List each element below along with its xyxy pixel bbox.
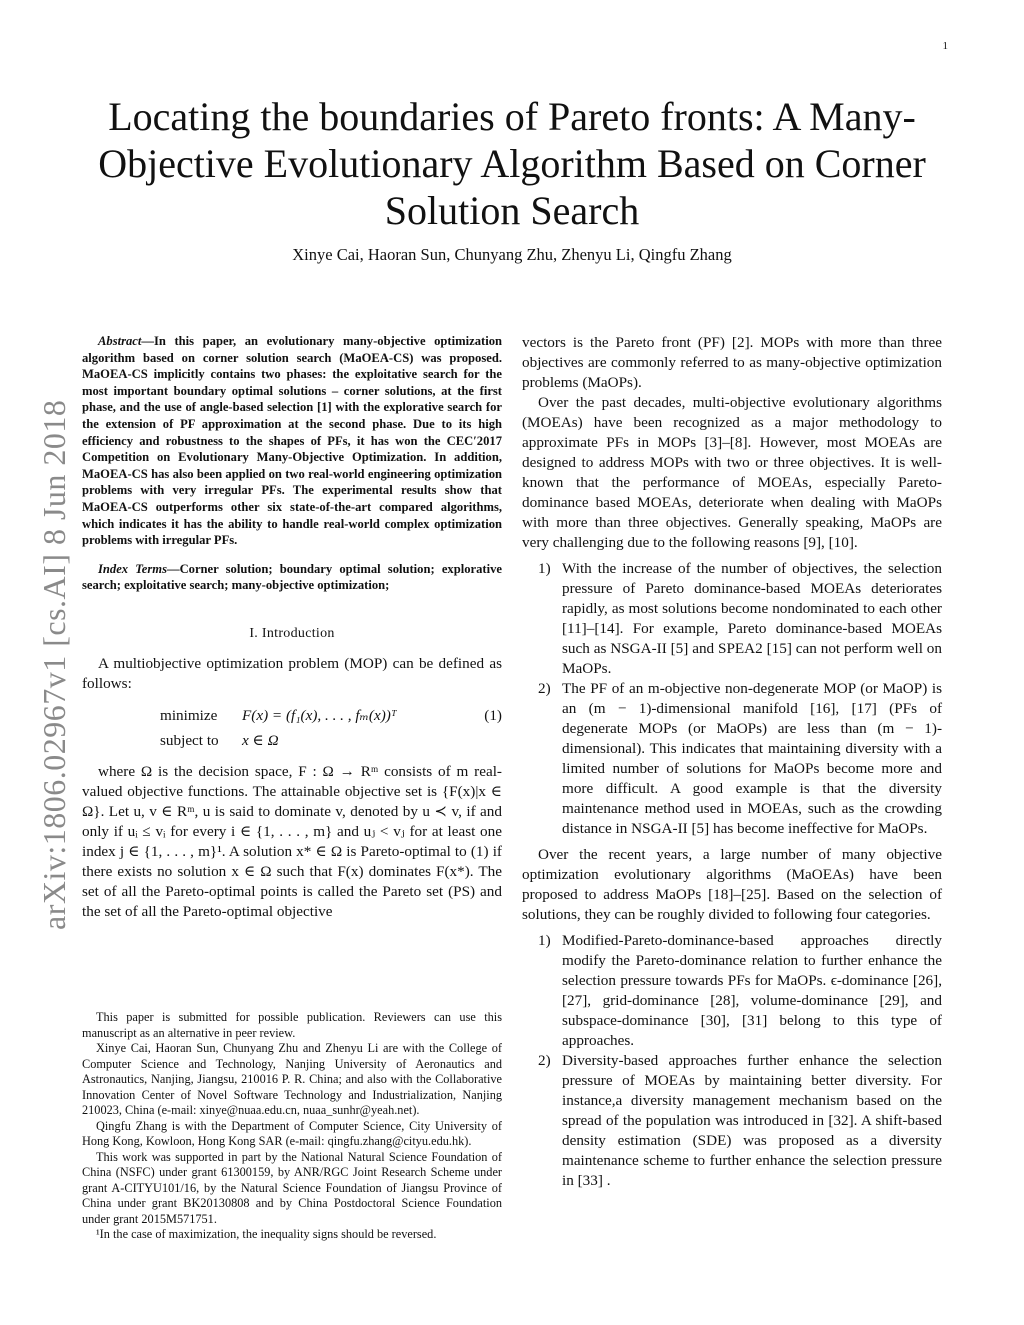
list-item-text: With the increase of the number of objectives, the selection pressure of Pareto dominance-based MOEAs deteriorates rapidly, as most solutions become nondominated to each other [11]–[14]. For example, Pareto dominance-based MOEAs such as NSGA-II [5] and SPEA2 [15] can not perform well on MaOPs. <box>562 560 942 677</box>
section-heading-introduction: I. Introduction <box>249 625 335 641</box>
right-column <box>522 333 942 1197</box>
footnote: Qingfu Zhang is with the Department of Computer Science, City University of Hong Kong, Kowloon, Hong Kong SAR (e-mail: qingfu.zhang@cityu.edu.hk). <box>82 1118 502 1148</box>
index-terms-lead: Index Terms <box>98 561 167 576</box>
footnote: Xinye Cai, Haoran Sun, Chunyang Zhu and Zhenyu Li are with the College of Computer Science and Technology, Nanjing University of Aeronautics and Astronautics, Nanjing, Jiangsu, 210016 P. R. China; and also with the Collaborative Innovation Center of Novel Software Technology and Industrialization, Nanjing 210023, China (e-mail: xinye@nuaa.edu.cn, nuaa_sunhr@yeah.net). <box>82 1041 502 1117</box>
equation-1 <box>82 704 502 754</box>
page-number: 1 <box>942 40 948 52</box>
list-item <box>522 931 942 1051</box>
challenge-list <box>522 559 942 839</box>
list-item <box>522 1051 942 1191</box>
intro-paragraph-1: A multiobjective optimization problem (MOP) can be defined as follows: <box>82 654 502 692</box>
list-item <box>522 679 942 839</box>
abstract-lead: Abstract <box>98 334 142 348</box>
list-item-number: 1) <box>538 932 551 949</box>
footnote: This work was supported in part by the National Natural Science Foundation of China (NSFC) under grant 61300159, by ANR/RGC Joint Research Scheme under grant A-CITYU101/16, by the Natural Science Foundation of Jiangsu Province of China under grant BK20130808 and by China Postdoctoral Science Foundation under grant 2015M571751. <box>82 1149 502 1226</box>
list-item-text: The PF of an m-objective non-degenerate MOP (or MaOP) is an (m − 1)-dimensional manifold [16], [17] (PFs of degenerate MOPs (or MaOPs) are less than (m − 1)-dimensional). This indicates that maintaining diversity with a limited number of solutions for MaOPs become more and more difficult. A good example is that the diversity maintenance method used in MOEAs, such as the crowding distance in NSGA-II [5] has become ineffective for MaOPs. <box>562 680 942 837</box>
list-item <box>522 559 942 679</box>
equation-expression-objective: F(x) = (f₁(x), . . . , fₘ(x))ᵀ <box>242 706 397 724</box>
footnotes <box>82 1010 502 1243</box>
list-item-number: 1) <box>538 560 551 577</box>
right-paragraph-1: vectors is the Pareto front (PF) [2]. MOPs with more than three objectives are commonly referred to as many-objective optimization problems (MaOPs). <box>522 334 942 391</box>
left-column <box>82 333 502 922</box>
category-list <box>522 931 942 1191</box>
equation-expression-constraint: x ∈ Ω <box>242 731 279 749</box>
equation-number: (1) <box>484 706 502 724</box>
footnote: This paper is submitted for possible publication. Reviewers can use this manuscript as an alternative in peer review. <box>82 1010 502 1040</box>
equation-label-subject-to: subject to <box>160 731 219 749</box>
footnote: ¹In the case of maximization, the inequality signs should be reversed. <box>96 1227 437 1241</box>
right-paragraph-2: Over the past decades, multi-objective evolutionary algorithms (MOEAs) have been recognized as a major methodology to approximate PFs in MOPs [3]–[8]. However, most MOEAs are designed to address MOPs with two or three objectives. It is well-known that the performance of MOEAs, especially Pareto-dominance based MOEAs, deteriorate when dealing with MaOPs with more than three objectives. Generally speaking, MaOPs are very challenging due to the following reasons [9], [10]. <box>522 394 942 551</box>
index-terms-text: —Corner solution; boundary optimal solution; explorative search; exploitative search; many-objective optimization; <box>82 561 502 593</box>
list-item-number: 2) <box>538 1052 551 1069</box>
paper-title: Locating the boundaries of Pareto fronts: A Many-Objective Evolutionary Algorithm Based on Corner Solution Search <box>98 94 926 233</box>
index-terms <box>82 561 502 594</box>
right-paragraph-3: Over the recent years, a large number of many objective optimization evolutionary algorithms (MaOEAs) have been proposed to address MaOPs [18]–[25]. Based on the selection of solutions, they can be roughly divided to following four categories. <box>522 846 942 923</box>
list-item-number: 2) <box>538 680 551 697</box>
intro-paragraph-2: where Ω is the decision space, F : Ω → Rᵐ consists of m real-valued objective functions. The attainable objective set is {F(x)|x ∈ Ω}. Let u, v ∈ Rᵐ, u is said to dominate v, denoted by u ≺ v, if and only if uᵢ ≤ vᵢ for every i ∈ {1, . . . , m} and uⱼ < vⱼ for at least one index j ∈ {1, . . . , m}¹. A solution x* ∈ Ω is Pareto-optimal to (1) if there exists no solution x ∈ Ω such that F(x) dominates F(x*). The set of all the Pareto-optimal points is called the Pareto set (PS) and the set of all the Pareto-optimal objective <box>82 762 502 920</box>
author-list: Xinye Cai, Haoran Sun, Chunyang Zhu, Zhenyu Li, Qingfu Zhang <box>292 245 732 264</box>
abstract-text: —In this paper, an evolutionary many-objective optimization algorithm based on corner solution search (MaOEA-CS) was proposed. MaOEA-CS implicitly contains two phases: the exploitative search for the most important boundary optimal solutions – corner solutions, at the first phase, and the use of angle-based selection [1] with the explorative search for the extension of PF approximation at the second phase. Due to its high efficiency and robustness to the shapes of PFs, it has won the CEC′2017 Competition on Evolutionary Many-Objective Optimization. In addition, MaOEA-CS has also been applied on two real-world engineering optimization problems with very irregular PFs. The experimental results show that MaOEA-CS outperforms other six state-of-the-art compared algorithms, which indicates it has the ability to handle real-world complex optimization problems with irregular PFs. <box>82 334 502 548</box>
list-item-text: Modified-Pareto-dominance-based approaches directly modify the Pareto-dominance relation to further enhance the selection pressure towards PFs for MaOPs. ϵ-dominance [26], [27], grid-dominance [28], volume-dominance [29], and subspace-dominance [30], [31] belong to this type of approaches. <box>562 932 942 1049</box>
equation-label-minimize: minimize <box>160 706 218 724</box>
list-item-text: Diversity-based approaches further enhance the selection pressure of MOEAs by maintaining better diversity. For instance,a diversity management mechanism based on the spread of the population was introduced in [32]. A shift-based density estimation (SDE) was proposed as a diversity maintenance scheme to further enhance the selection pressure in [33] . <box>562 1052 942 1189</box>
abstract <box>82 333 502 549</box>
arxiv-stamp[interactable]: arXiv:1806.02967v1 [cs.AI] 8 Jun 2018 <box>36 399 72 930</box>
